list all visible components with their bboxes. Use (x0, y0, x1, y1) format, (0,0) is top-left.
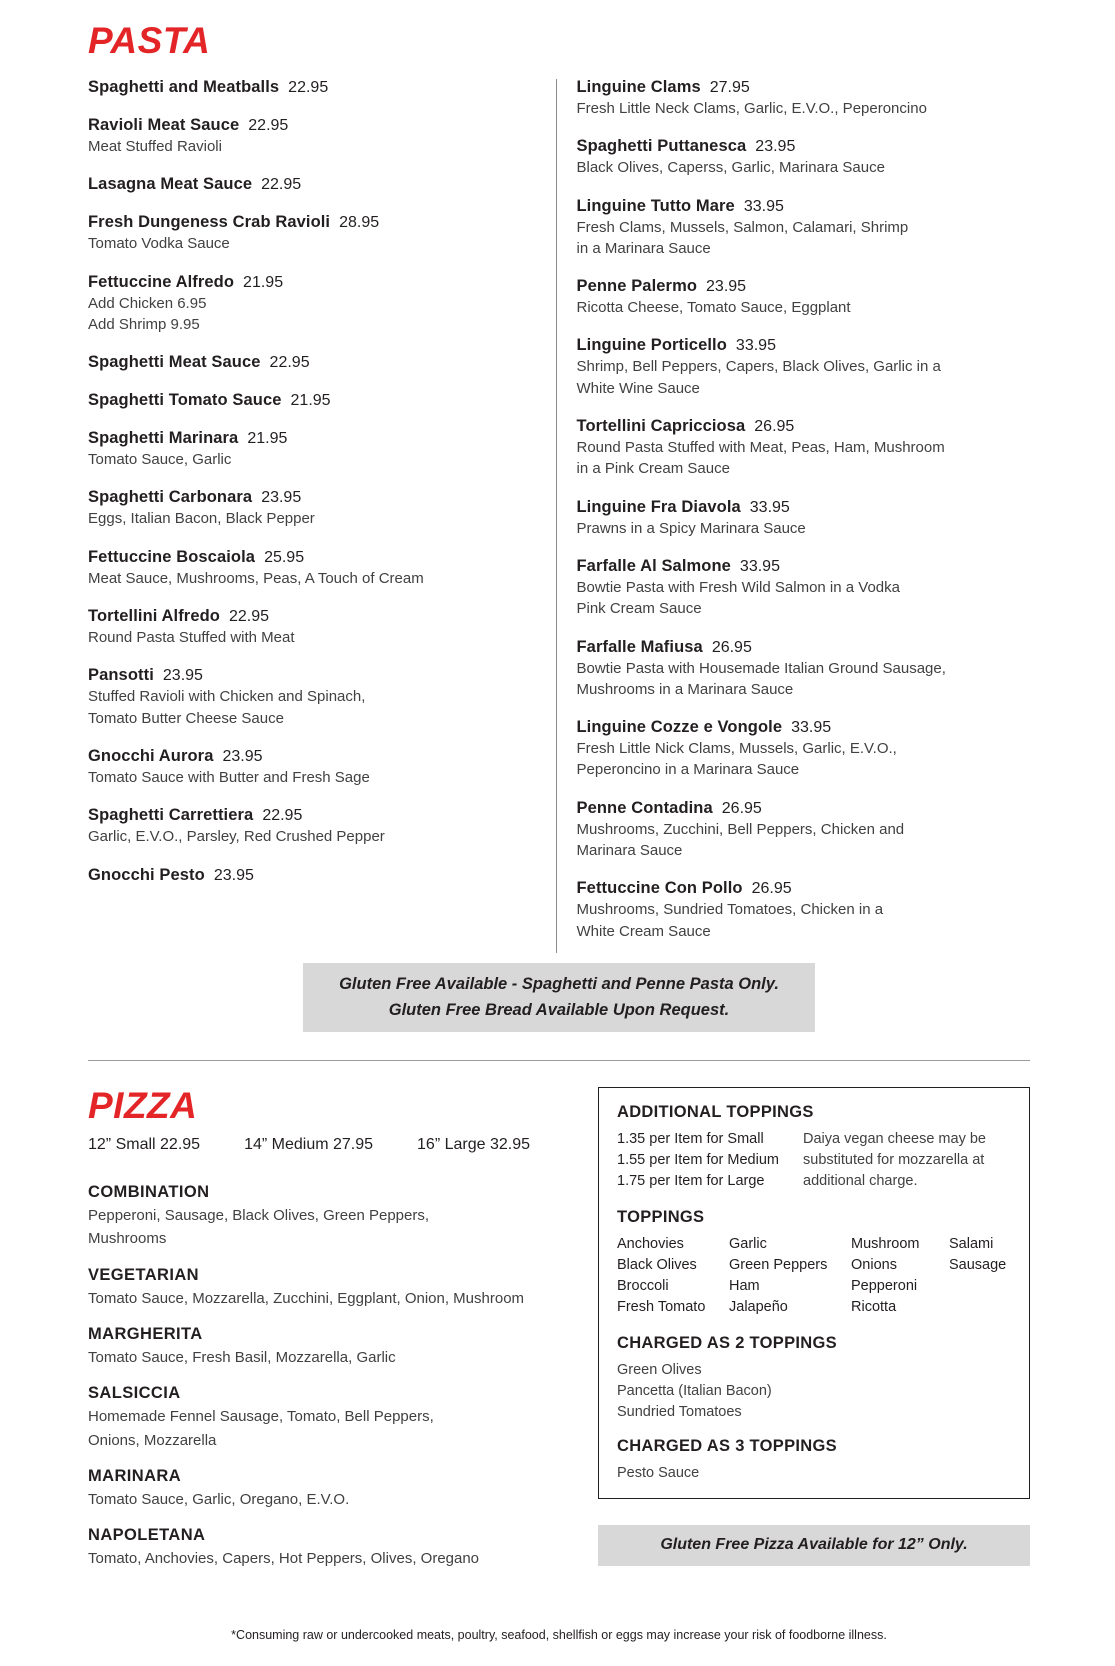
pizza-left-column (88, 1087, 560, 1584)
pizza-size-price: 12” Small 22.95 (88, 1136, 201, 1154)
pasta-item-description: Meat Sauce, Mushrooms, Peas, A Touch of Cream (88, 569, 424, 587)
pasta-item-description: Fresh Clams, Mussels, Salmon, Calamari, Shrimp (576, 218, 909, 236)
pasta-item-price: 22.95 (261, 176, 302, 194)
pasta-right-column (577, 77, 1031, 959)
topping-name: Salami (949, 1236, 994, 1253)
topping-name: Pepperoni (851, 1278, 918, 1295)
pasta-item-name: Penne Contadina (576, 798, 713, 817)
toppings-title: TOPPINGS (617, 1208, 705, 1227)
pasta-item-price: 23.95 (222, 747, 263, 765)
pasta-item-header (577, 556, 1031, 577)
pasta-item-name: Gnocchi Aurora (88, 746, 214, 765)
pasta-item-name: Lasagna Meat Sauce (88, 175, 253, 194)
pasta-item-header (88, 487, 542, 508)
topping-name: Jalapeño (729, 1299, 788, 1316)
pizza-right-column (598, 1087, 1030, 1584)
pasta-item-header (577, 196, 1031, 217)
pasta-section (88, 22, 1030, 1032)
toppings-grid (617, 1234, 1011, 1318)
toppings-column (729, 1234, 851, 1318)
pasta-item-description: Pink Cream Sauce (576, 600, 702, 618)
pasta-item-price: 21.95 (290, 392, 331, 410)
pasta-item-header (88, 390, 542, 411)
pizza-item (88, 1182, 560, 1250)
pizza-item-name: SALSICCIA (88, 1384, 181, 1403)
toppings-column (851, 1234, 949, 1318)
pasta-item (88, 115, 542, 157)
pasta-item-price: 26.95 (754, 418, 795, 436)
topping-name: Broccoli (617, 1278, 669, 1295)
pasta-item-header (577, 717, 1031, 738)
pasta-item-description: Add Chicken 6.95 (88, 294, 207, 312)
pizza-item (88, 1324, 560, 1368)
charged-3-topping: Pesto Sauce (617, 1465, 700, 1482)
pasta-item-header (88, 606, 542, 627)
toppings-pricing-row (617, 1129, 1011, 1192)
pasta-item (577, 77, 1031, 119)
pasta-item-name: Fettuccine Alfredo (88, 272, 235, 291)
pasta-item-header (88, 212, 542, 233)
pasta-item (88, 77, 542, 98)
pasta-item-name: Spaghetti Tomato Sauce (88, 391, 282, 410)
pasta-item (577, 497, 1031, 539)
pasta-item-price: 22.95 (262, 807, 303, 825)
pasta-item-name: Fresh Dungeness Crab Ravioli (88, 213, 331, 232)
pasta-item-name: Gnocchi Pesto (88, 865, 205, 884)
pasta-item-description: Shrimp, Bell Peppers, Capers, Black Olives, Garlic in a (576, 358, 941, 376)
pasta-item (577, 798, 1031, 862)
pasta-item-header (88, 174, 542, 195)
pizza-item (88, 1383, 560, 1451)
additional-toppings-box (598, 1087, 1030, 1499)
pasta-item (577, 136, 1031, 178)
pasta-item-description: Mushrooms, Sundried Tomatoes, Chicken in a (576, 901, 884, 919)
pasta-item-name: Spaghetti Carrettiera (88, 806, 254, 825)
pizza-item-name: MARINARA (88, 1466, 182, 1485)
pizza-item-description: Pepperoni, Sausage, Black Olives, Green Peppers, (88, 1207, 430, 1225)
pizza-item-description: Tomato Sauce, Garlic, Oregano, E.V.O. (88, 1490, 350, 1508)
pasta-item-description: Meat Stuffed Ravioli (88, 138, 222, 155)
pasta-item (88, 665, 542, 729)
pasta-item-price: 33.95 (735, 337, 776, 355)
topping-name: Garlic (729, 1236, 767, 1253)
topping-name: Ham (729, 1278, 760, 1295)
pasta-item (88, 428, 542, 470)
pizza-item-header (88, 1182, 560, 1203)
pizza-item-description: Tomato Sauce, Fresh Basil, Mozzarella, Garlic (88, 1348, 396, 1366)
pasta-item (88, 865, 542, 886)
pasta-item-description: Bowtie Pasta with Housemade Italian Ground Sausage, (576, 659, 946, 677)
pasta-item (88, 606, 542, 648)
pasta-item-description: Peperoncino in a Marinara Sauce (576, 761, 800, 779)
pasta-item (577, 196, 1031, 260)
pasta-item-header (88, 77, 542, 98)
pasta-item (577, 556, 1031, 620)
pasta-item-header (88, 665, 542, 686)
toppings-column (949, 1234, 1011, 1318)
pasta-item-description: in a Marinara Sauce (576, 239, 711, 257)
pasta-item-description: Fresh Little Neck Clams, Garlic, E.V.O., Peperoncino (576, 100, 927, 117)
topping-price-line: 1.35 per Item for Small (617, 1131, 764, 1148)
pizza-section-title: PIZZA (88, 1085, 198, 1127)
topping-name: Mushroom (851, 1236, 920, 1253)
pasta-item (88, 746, 542, 788)
topping-name: Sausage (949, 1257, 1007, 1274)
pasta-item-price: 25.95 (264, 548, 305, 566)
pasta-item-price: 33.95 (739, 557, 780, 575)
pasta-item-header (577, 497, 1031, 518)
pasta-item-header (577, 335, 1031, 356)
topping-name: Onions (851, 1257, 897, 1274)
pizza-item-description: Mushrooms (88, 1230, 167, 1248)
pasta-item-price: 26.95 (721, 799, 762, 817)
pizza-size-price: 14” Medium 27.95 (244, 1136, 374, 1154)
column-divider-line (556, 79, 557, 953)
pasta-item-description: Garlic, E.V.O., Parsley, Red Crushed Pepper (88, 828, 385, 846)
pasta-item-header (577, 416, 1031, 437)
pasta-item-name: Spaghetti Meat Sauce (88, 353, 261, 372)
pasta-item-header (577, 637, 1031, 658)
pizza-item (88, 1525, 560, 1569)
pasta-item (577, 416, 1031, 480)
pasta-item (88, 547, 542, 589)
pasta-item (88, 212, 542, 254)
pasta-item (88, 352, 542, 373)
topping-name: Anchovies (617, 1236, 684, 1253)
topping-price-line: 1.55 per Item for Medium (617, 1152, 779, 1169)
pasta-item-header (577, 798, 1031, 819)
pasta-item-name: Spaghetti and Meatballs (88, 78, 280, 96)
pasta-item-header (577, 77, 1031, 98)
pasta-item-header (88, 272, 542, 293)
pizza-item-list (88, 1182, 560, 1569)
pasta-item-name: Farfalle Al Salmone (576, 556, 731, 575)
pasta-item-price: 33.95 (791, 719, 832, 737)
pasta-item-description: Eggs, Italian Bacon, Black Pepper (88, 510, 315, 528)
pizza-size-price: 16” Large 32.95 (417, 1136, 531, 1154)
pasta-item-price: 23.95 (213, 866, 254, 884)
pasta-item-header (88, 865, 542, 886)
pasta-item-description: Stuffed Ravioli with Chicken and Spinach, (88, 688, 366, 706)
pasta-item-price: 23.95 (162, 667, 203, 685)
pasta-item-price: 26.95 (751, 880, 792, 898)
pasta-item-description: Tomato Butter Cheese Sauce (88, 709, 284, 727)
pasta-item-header (88, 805, 542, 826)
pasta-item-name: Linguine Clams (576, 78, 701, 96)
pasta-item-name: Penne Palermo (576, 277, 698, 296)
pasta-item-price: 23.95 (706, 278, 747, 296)
pizza-item-description: Onions, Mozzarella (88, 1431, 217, 1449)
pasta-item (88, 272, 542, 336)
pasta-item-price: 23.95 (755, 138, 796, 156)
pasta-item-name: Linguine Tutto Mare (576, 196, 735, 215)
charged-2-topping: Pancetta (Italian Bacon) (617, 1383, 772, 1400)
topping-name: Green Peppers (729, 1257, 828, 1274)
pizza-item-header (88, 1324, 560, 1345)
pasta-item-price: 26.95 (711, 638, 752, 656)
pizza-item-name: NAPOLETANA (88, 1526, 206, 1545)
pasta-item-description: Add Shrimp 9.95 (88, 315, 200, 333)
pasta-item-name: Linguine Cozze e Vongole (576, 718, 783, 737)
pizza-item-name: MARGHERITA (88, 1324, 203, 1343)
pizza-size-prices (88, 1136, 560, 1154)
pizza-gluten-free-note: Gluten Free Pizza Available for 12” Only. (598, 1525, 1030, 1566)
pasta-item-description: Ricotta Cheese, Tomato Sauce, Eggplant (576, 299, 851, 317)
pasta-item-name: Tortellini Alfredo (88, 607, 220, 626)
pasta-item-header (88, 428, 542, 449)
pizza-item (88, 1265, 560, 1309)
pasta-item-description: Tomato Sauce with Butter and Fresh Sage (88, 768, 370, 786)
vegan-cheese-note: Daiya vegan cheese may be substituted for mozzarella at additional charge. (803, 1131, 986, 1190)
pasta-item-name: Spaghetti Puttanesca (576, 137, 747, 156)
pasta-item-description: Prawns in a Spicy Marinara Sauce (576, 519, 806, 537)
pasta-item-header (88, 547, 542, 568)
charged-2-topping: Green Olives (617, 1362, 702, 1379)
pasta-item-description: White Cream Sauce (576, 922, 711, 940)
pizza-columns (88, 1087, 1030, 1584)
pasta-item-name: Linguine Porticello (576, 336, 727, 355)
pasta-item-price: 22.95 (269, 354, 310, 372)
pasta-item-description: Tomato Sauce, Garlic (88, 451, 232, 469)
pasta-gluten-note-line-1: Gluten Free Available - Spaghetti and Penne Pasta Only. (339, 974, 779, 993)
pasta-item-description: in a Pink Cream Sauce (576, 460, 730, 478)
pasta-item-header (88, 746, 542, 767)
pasta-item-price: 33.95 (749, 498, 790, 516)
charged-as-3-toppings-list (617, 1463, 1011, 1484)
pasta-item-price: 21.95 (247, 430, 288, 448)
pasta-item-name: Linguine Fra Diavola (576, 497, 741, 516)
pasta-gluten-free-note (303, 963, 815, 1032)
pasta-item-description: Round Pasta Stuffed with Meat, Peas, Ham, Mushroom (576, 439, 945, 457)
pasta-item-description: Black Olives, Caperss, Garlic, Marinara Sauce (576, 159, 885, 177)
pasta-item-description: Mushrooms in a Marinara Sauce (576, 680, 794, 698)
pizza-item-header (88, 1265, 560, 1286)
pasta-item-description: Fresh Little Nick Clams, Mussels, Garlic, E.V.O., (576, 740, 897, 758)
pasta-item-price: 27.95 (709, 79, 750, 96)
pasta-columns (88, 77, 1030, 959)
pasta-item-name: Ravioli Meat Sauce (88, 116, 240, 134)
pasta-item-price: 21.95 (243, 273, 284, 291)
topping-name: Black Olives (617, 1257, 697, 1274)
pizza-item-header (88, 1383, 560, 1404)
pasta-item (577, 335, 1031, 399)
pasta-item-header (577, 276, 1031, 297)
topping-name: Ricotta (851, 1299, 897, 1316)
pasta-item-name: Fettuccine Con Pollo (576, 879, 743, 898)
pizza-item (88, 1466, 560, 1510)
charged-as-2-toppings-title: CHARGED AS 2 TOPPINGS (617, 1334, 837, 1353)
pasta-item-price: 22.95 (288, 79, 329, 96)
pasta-left-column (88, 77, 542, 959)
pizza-section (88, 1087, 1030, 1584)
pasta-item-description: Marinara Sauce (576, 842, 683, 860)
charged-2-topping: Sundried Tomatoes (617, 1404, 742, 1421)
pasta-item-name: Fettuccine Boscaiola (88, 547, 256, 566)
pasta-item-description: Round Pasta Stuffed with Meat (88, 629, 295, 647)
pasta-item (88, 390, 542, 411)
pasta-item-description: Mushrooms, Zucchini, Bell Peppers, Chicken and (576, 820, 905, 838)
pasta-item-name: Tortellini Capricciosa (576, 417, 746, 436)
pasta-item-price: 22.95 (248, 117, 289, 134)
pizza-item-description: Tomato Sauce, Mozzarella, Zucchini, Eggplant, Onion, Mushroom (88, 1289, 525, 1307)
pasta-item (88, 174, 542, 195)
pizza-item-name: COMBINATION (88, 1183, 210, 1202)
pasta-item-description: Tomato Vodka Sauce (88, 235, 230, 253)
pasta-section-title: PASTA (88, 20, 211, 61)
pasta-item-price: 33.95 (743, 197, 784, 215)
pizza-item-name: VEGETARIAN (88, 1265, 199, 1284)
pizza-item-description: Tomato, Anchovies, Capers, Hot Peppers, Olives, Oregano (88, 1550, 480, 1568)
pasta-item (577, 637, 1031, 701)
pasta-item (577, 878, 1031, 942)
additional-toppings-title: ADDITIONAL TOPPINGS (617, 1103, 814, 1122)
section-divider-line (88, 1060, 1030, 1061)
pasta-item-name: Farfalle Mafiusa (576, 637, 703, 656)
pasta-item (88, 805, 542, 847)
charged-as-3-toppings-title: CHARGED AS 3 TOPPINGS (617, 1437, 837, 1456)
pizza-item-description: Homemade Fennel Sausage, Tomato, Bell Peppers, (88, 1408, 434, 1426)
toppings-pricing-lines (617, 1129, 779, 1192)
pasta-item (577, 276, 1031, 318)
pasta-item-header (577, 136, 1031, 157)
pasta-gluten-note-line-2: Gluten Free Bread Available Upon Request. (388, 1000, 730, 1019)
pasta-item-price: 22.95 (228, 608, 270, 626)
pasta-item-description: Bowtie Pasta with Fresh Wild Salmon in a Vodka (576, 578, 900, 596)
pasta-item-description: White Wine Sauce (576, 379, 700, 397)
pasta-item-name: Spaghetti Carbonara (88, 488, 253, 507)
pasta-item-name: Spaghetti Marinara (88, 429, 239, 448)
topping-name: Fresh Tomato (617, 1299, 706, 1316)
pasta-item-header (88, 352, 542, 373)
pizza-item-header (88, 1466, 560, 1487)
pasta-item (88, 487, 542, 529)
pasta-item-header (577, 878, 1031, 899)
pasta-item-price: 28.95 (339, 214, 380, 232)
charged-as-2-toppings-list (617, 1360, 1011, 1423)
pasta-item-price: 23.95 (261, 489, 302, 507)
pasta-item-header (88, 115, 542, 136)
footer-disclaimer: *Consuming raw or undercooked meats, poultry, seafood, shellfish or eggs may increase your risk of foodborne illness. (231, 1628, 887, 1643)
pasta-item-name: Pansotti (88, 666, 154, 685)
toppings-column (617, 1234, 729, 1318)
pasta-item (577, 717, 1031, 781)
topping-price-line: 1.75 per Item for Large (617, 1173, 765, 1190)
